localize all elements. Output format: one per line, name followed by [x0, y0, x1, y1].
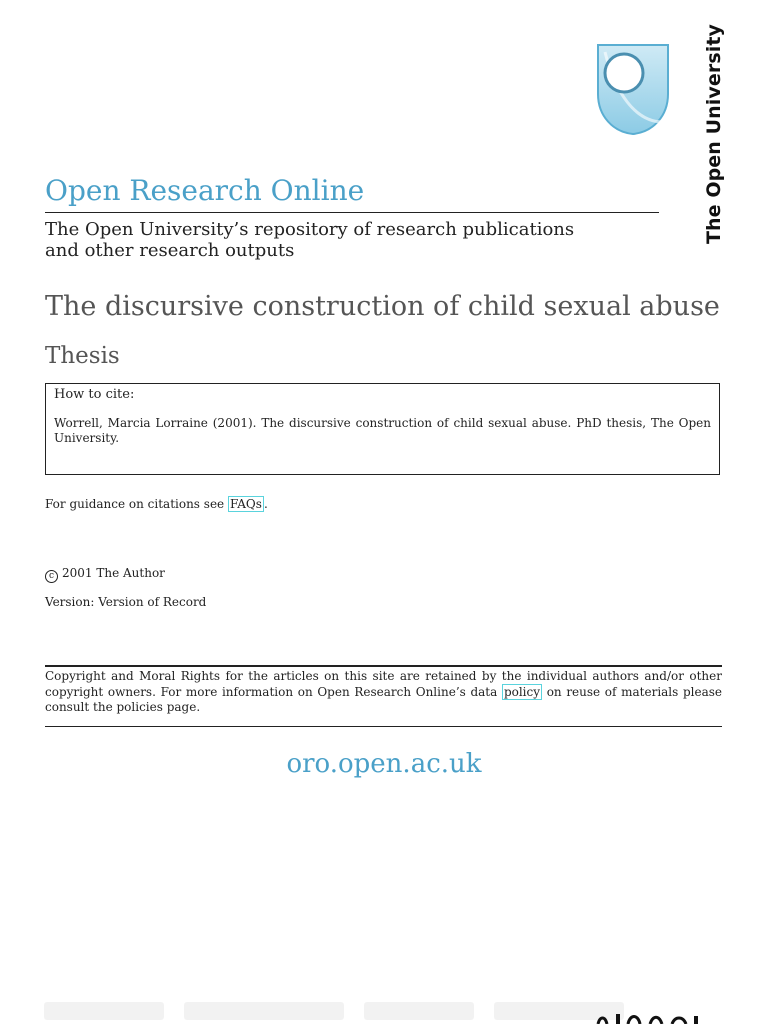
- rights-top-divider: [45, 665, 722, 667]
- policy-link[interactable]: policy: [503, 685, 541, 699]
- repository-title: Open Research Online: [45, 174, 365, 207]
- citation-heading: How to cite:: [54, 387, 135, 402]
- version-statement: Version: Version of Record: [45, 595, 207, 609]
- copyright-statement: [45, 565, 165, 583]
- open-university-shield-icon: [595, 42, 671, 136]
- citation-box: [45, 383, 720, 475]
- rights-notice: [45, 669, 722, 715]
- guidance-suffix: .: [263, 497, 268, 511]
- cropped-logo-glyphs: [596, 1010, 704, 1024]
- item-title: The discursive construction of child sexual abuse: [45, 291, 720, 322]
- title-divider: [45, 212, 659, 213]
- item-type: Thesis: [45, 343, 120, 369]
- repository-url-link[interactable]: oro.open.ac.uk: [286, 749, 482, 779]
- citation-text: Worrell, Marcia Lorraine (2001). The discursive construction of child sexual abuse. PhD thesis, The Open University.: [54, 416, 711, 445]
- citation-guidance: [45, 496, 268, 512]
- rights-text-before: Copyright and Moral Rights for the articles on this site are retained by the individual authors and/or other copyright owners. For more information on Open Research Online’s data: [45, 669, 722, 699]
- rights-bottom-divider: [45, 726, 722, 727]
- open-university-wordmark: The Open University: [703, 23, 725, 245]
- subtitle-line-1: The Open University’s repository of research publications: [45, 219, 575, 240]
- guidance-prefix: For guidance on citations see: [45, 497, 225, 511]
- copyright-text: 2001 The Author: [62, 566, 165, 580]
- faqs-link[interactable]: FAQs: [229, 497, 262, 511]
- repository-subtitle: [45, 219, 574, 261]
- rights-text-after: on reuse of materials please consult the policies page.: [45, 685, 722, 714]
- subtitle-line-2: and other research outputs: [45, 240, 295, 261]
- copyright-icon: c: [45, 570, 58, 583]
